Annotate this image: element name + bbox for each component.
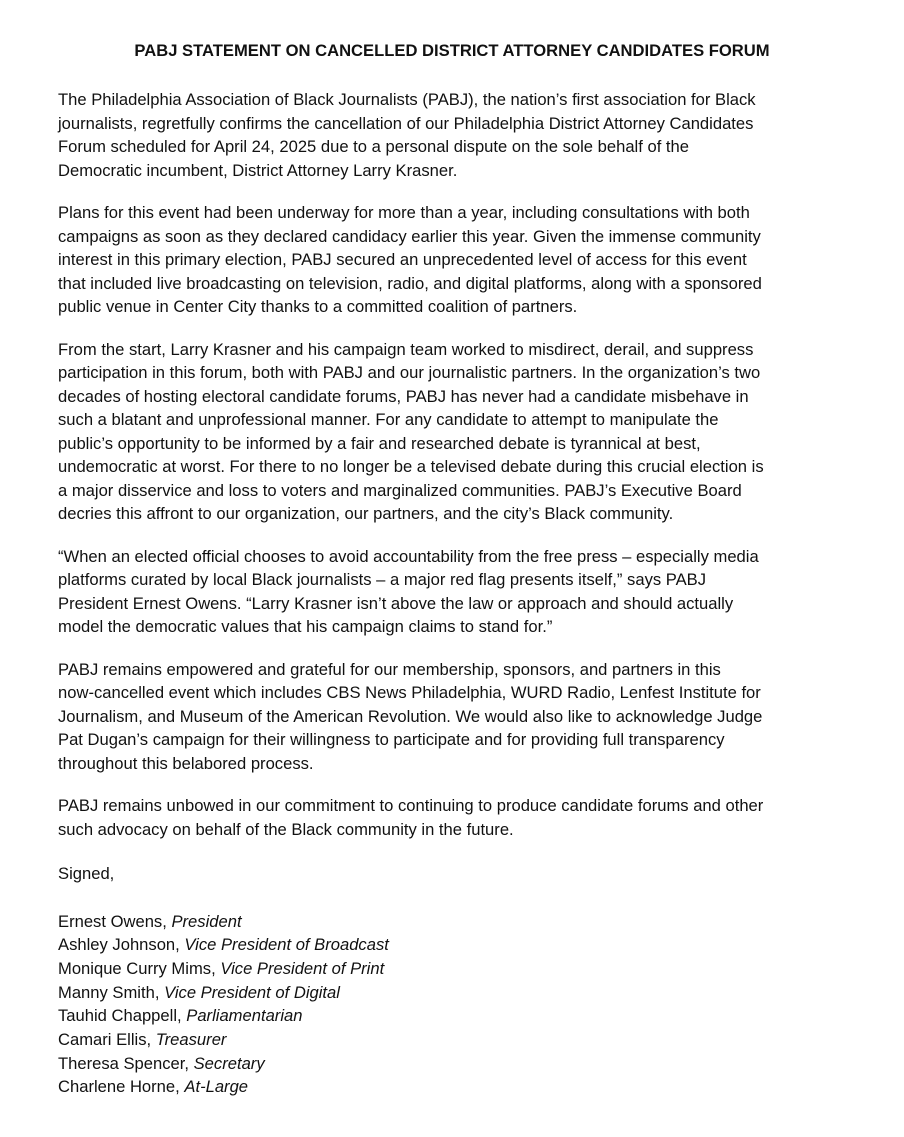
- signatory: Camari Ellis, Treasurer: [58, 1030, 227, 1050]
- signatory-role: Vice President of Digital: [164, 982, 340, 1002]
- signatory: Manny Smith, Vice President of Digital: [58, 982, 340, 1002]
- statement-title: PABJ STATEMENT ON CANCELLED DISTRICT ATTORNEY CANDIDATES FORUM: [134, 41, 770, 60]
- signatory-role: At-Large: [184, 1077, 249, 1097]
- signatory: Charlene Horne, At-Large: [58, 1077, 249, 1097]
- signatory-name: Tauhid Chappell: [58, 1006, 178, 1026]
- signatory-name: Monique Curry Mims: [58, 958, 212, 978]
- signatory: Ashley Johnson, Vice President of Broadcast: [58, 935, 389, 955]
- signed-label: Signed,: [58, 864, 115, 883]
- statement-body: [58, 88, 858, 1099]
- signatory-name: Ashley Johnson: [58, 935, 176, 955]
- signatory-name: Ernest Owens: [58, 911, 163, 931]
- signatory-list: [58, 910, 858, 1100]
- signatory-name: Charlene Horne: [58, 1077, 176, 1097]
- signatory-name: Manny Smith: [58, 982, 155, 1002]
- signatory-name: Theresa Spencer: [58, 1053, 185, 1073]
- signatory: Tauhid Chappell, Parliamentarian: [58, 1006, 303, 1026]
- paragraph-cancellation: The Philadelphia Association of Black Journalists (PABJ), the nation’s first association for Black journalists, regretfully confirms the cancellation of our Philadelphia District Attorney Candidates Forum scheduled for April 24, 2025 due to a personal dispute on the sole behalf of the Democratic incumbent, District Attorney Larry Krasner.: [58, 90, 756, 180]
- signatory-role: Vice President of Print: [220, 958, 385, 978]
- signatory-role: Secretary: [193, 1053, 265, 1073]
- paragraph-planning: Plans for this event had been underway for more than a year, including consultations with both campaigns as soon as they declared candidacy earlier this year. Given the immense community interest in this primary election, PABJ secured an unprecedented level of access for this event that included live broadcasting on television, radio, and digital platforms, along with a sponsored public venue in Center City thanks to a committed coalition of partners.: [58, 203, 762, 316]
- signatory: Ernest Owens, President: [58, 911, 242, 931]
- paragraph-president-quote: “When an elected official chooses to avoid accountability from the free press – especially media platforms curated by local Black journalists – a major red flag presents itself,” says PABJ President Ernest Owens. “Larry Krasner isn’t above the law or approach and should actually model the democratic values that his campaign claims to stand for.”: [58, 546, 759, 636]
- signatory: Theresa Spencer, Secretary: [58, 1053, 265, 1073]
- signatory-role: Treasurer: [155, 1030, 227, 1050]
- paragraph-commitment: PABJ remains unbowed in our commitment to continuing to produce candidate forums and other such advocacy on behalf of the Black community in the future.: [58, 796, 764, 839]
- paragraph-partners: PABJ remains empowered and grateful for our membership, sponsors, and partners in this now-cancelled event which includes CBS News Philadelphia, WURD Radio, Lenfest Institute for Journalism, and Museum of the American Revolution. We would also like to acknowledge Judge Pat Dugan’s campaign for their willingness to participate and for providing full transparency throughout this belabored process.: [58, 659, 763, 773]
- paragraph-krasner-conduct: From the start, Larry Krasner and his campaign team worked to misdirect, derail, and suppress participation in this forum, both with PABJ and our journalistic partners. In the organization’s two decades of hosting electoral candidate forums, PABJ has never had a candidate misbehave in such a blatant and unprofessional manner. For any candidate to attempt to manipulate the public’s opportunity to be informed by a fair and researched debate is tyrannical at best, undemocratic at worst. For there to no longer be a televised debate during this crucial election is a major disservice and loss to voters and marginalized communities. PABJ’s Executive Board decries this affront to our organization, our partners, and the city’s Black community.: [58, 339, 764, 523]
- signatory-role: Vice President of Broadcast: [184, 935, 389, 955]
- signatory: Monique Curry Mims, Vice President of Print: [58, 958, 385, 978]
- signatory-role: President: [171, 911, 242, 931]
- signatory-role: Parliamentarian: [186, 1006, 303, 1026]
- signatory-name: Camari Ellis: [58, 1030, 147, 1050]
